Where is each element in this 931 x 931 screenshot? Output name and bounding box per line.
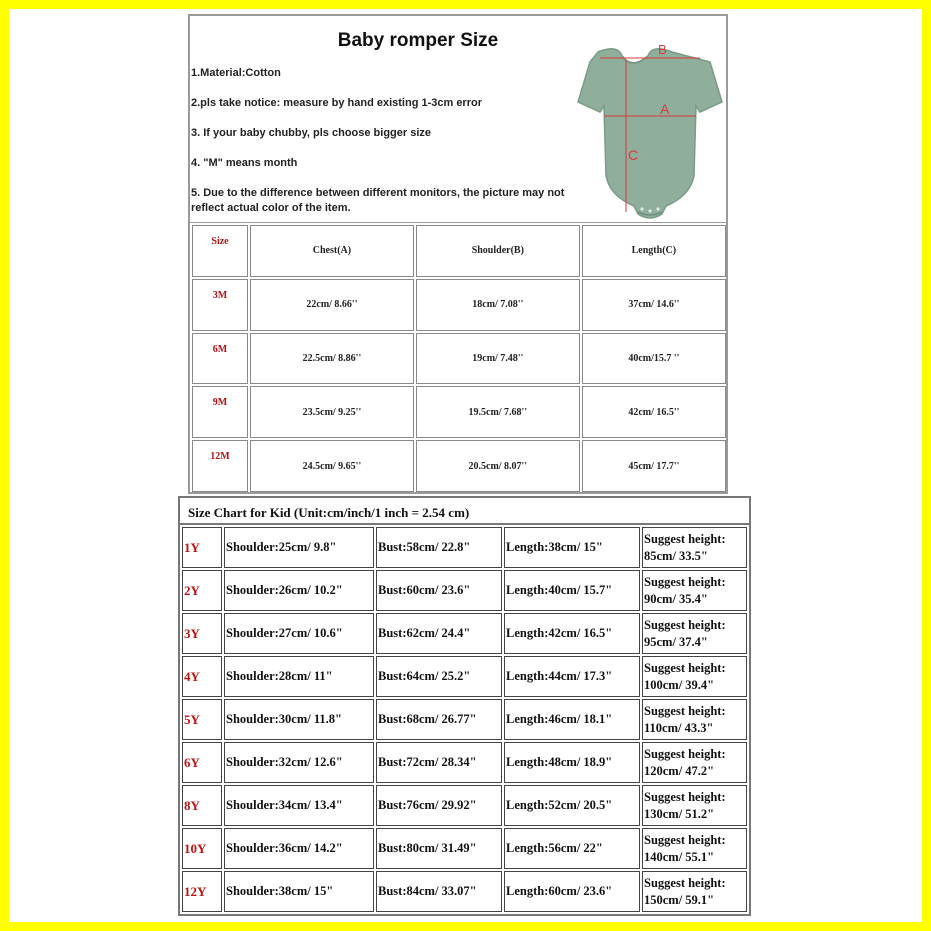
note-monitor-1: 5. Due to the difference between different monitors, the picture may not [191, 187, 565, 199]
baby-chart-title: Baby romper Size [337, 30, 499, 51]
shoulder-cell: Shoulder:38cm/ 15" [224, 871, 374, 912]
height-cell [642, 785, 747, 826]
height-value: 100cm/ 39.4" [644, 677, 715, 692]
shoulder-cell: Shoulder:30cm/ 11.8" [224, 699, 374, 740]
height-value: 95cm/ 37.4" [644, 634, 708, 649]
length-cell: Length:38cm/ 15" [504, 527, 640, 568]
chest-cell: 22cm/ 8.66'' [250, 279, 414, 331]
baby-size-table [190, 222, 728, 494]
table-row [182, 527, 747, 568]
height-cell [642, 570, 747, 611]
measure-b-label: B [658, 42, 667, 57]
measure-c-label: C [628, 147, 639, 163]
size-cell: 6Y [182, 742, 222, 783]
table-row [192, 279, 726, 331]
shoulder-cell: Shoulder:36cm/ 14.2" [224, 828, 374, 869]
table-row [192, 440, 726, 492]
shoulder-cell: Shoulder:32cm/ 12.6" [224, 742, 374, 783]
table-row [192, 333, 726, 385]
height-label: Suggest height: [644, 531, 726, 546]
height-label: Suggest height: [644, 832, 726, 847]
length-cell: 40cm/15.7 '' [582, 333, 726, 385]
height-value: 90cm/ 35.4" [644, 591, 708, 606]
length-cell: 37cm/ 14.6'' [582, 279, 726, 331]
note-material: 1.Material:Cotton [191, 67, 281, 79]
shoulder-cell: 19cm/ 7.48'' [416, 333, 580, 385]
kid-size-table [180, 525, 749, 914]
header-size: Size [192, 225, 248, 277]
bust-cell: Bust:76cm/ 29.92" [376, 785, 502, 826]
note-chubby: 3. If your baby chubby, pls choose bigger size [191, 127, 432, 139]
bust-cell: Bust:72cm/ 28.34" [376, 742, 502, 783]
size-cell: 9M [192, 386, 248, 438]
table-row [182, 656, 747, 697]
table-row [182, 742, 747, 783]
height-value: 120cm/ 47.2" [644, 763, 715, 778]
shoulder-cell: Shoulder:25cm/ 9.8" [224, 527, 374, 568]
table-header-row [192, 225, 726, 277]
table-row [182, 871, 747, 912]
length-cell: Length:56cm/ 22" [504, 828, 640, 869]
size-cell: 4Y [182, 656, 222, 697]
height-cell [642, 828, 747, 869]
size-cell: 1Y [182, 527, 222, 568]
height-label: Suggest height: [644, 660, 726, 675]
shoulder-cell: Shoulder:27cm/ 10.6" [224, 613, 374, 654]
height-cell [642, 656, 747, 697]
bust-cell: Bust:64cm/ 25.2" [376, 656, 502, 697]
table-row [182, 570, 747, 611]
chest-cell: 23.5cm/ 9.25'' [250, 386, 414, 438]
height-cell [642, 871, 747, 912]
size-cell: 3M [192, 279, 248, 331]
height-value: 110cm/ 43.3" [644, 720, 714, 735]
length-cell: Length:60cm/ 23.6" [504, 871, 640, 912]
height-cell [642, 613, 747, 654]
size-cell: 6M [192, 333, 248, 385]
header-shoulder: Shoulder(B) [416, 225, 580, 277]
length-cell: Length:44cm/ 17.3" [504, 656, 640, 697]
romper-shape [578, 49, 722, 218]
shoulder-cell: 18cm/ 7.08'' [416, 279, 580, 331]
table-row [182, 699, 747, 740]
header-length: Length(C) [582, 225, 726, 277]
shoulder-cell: 20.5cm/ 8.07'' [416, 440, 580, 492]
baby-romper-size-chart [188, 14, 728, 494]
size-cell: 5Y [182, 699, 222, 740]
kid-chart-caption: Size Chart for Kid (Unit:cm/inch/1 inch = 2.54 cm) [188, 505, 470, 520]
kid-size-chart [178, 496, 751, 916]
table-row [182, 785, 747, 826]
measure-a-label: A [660, 101, 670, 117]
bust-cell: Bust:80cm/ 31.49" [376, 828, 502, 869]
note-month: 4. "M" means month [191, 157, 298, 169]
romper-diagram [560, 36, 730, 226]
table-row [182, 613, 747, 654]
shoulder-cell: Shoulder:34cm/ 13.4" [224, 785, 374, 826]
note-monitor-2: reflect actual color of the item. [191, 202, 351, 214]
length-cell: Length:42cm/ 16.5" [504, 613, 640, 654]
length-cell: 45cm/ 17.7'' [582, 440, 726, 492]
header-chest: Chest(A) [250, 225, 414, 277]
height-cell [642, 527, 747, 568]
chest-cell: 24.5cm/ 9.65'' [250, 440, 414, 492]
table-row [182, 828, 747, 869]
height-value: 85cm/ 33.5" [644, 548, 708, 563]
size-cell: 12Y [182, 871, 222, 912]
bust-cell: Bust:68cm/ 26.77" [376, 699, 502, 740]
length-cell: Length:40cm/ 15.7" [504, 570, 640, 611]
height-cell [642, 742, 747, 783]
size-cell: 10Y [182, 828, 222, 869]
shoulder-cell: 19.5cm/ 7.68'' [416, 386, 580, 438]
table-row [192, 386, 726, 438]
size-cell: 8Y [182, 785, 222, 826]
length-cell: Length:48cm/ 18.9" [504, 742, 640, 783]
size-cell: 12M [192, 440, 248, 492]
height-label: Suggest height: [644, 789, 726, 804]
chest-cell: 22.5cm/ 8.86'' [250, 333, 414, 385]
height-cell [642, 699, 747, 740]
bust-cell: Bust:60cm/ 23.6" [376, 570, 502, 611]
length-cell: Length:46cm/ 18.1" [504, 699, 640, 740]
height-value: 140cm/ 55.1" [644, 849, 715, 864]
shoulder-cell: Shoulder:28cm/ 11" [224, 656, 374, 697]
size-cell: 3Y [182, 613, 222, 654]
height-label: Suggest height: [644, 875, 726, 890]
bust-cell: Bust:58cm/ 22.8" [376, 527, 502, 568]
size-cell: 2Y [182, 570, 222, 611]
height-label: Suggest height: [644, 574, 726, 589]
height-label: Suggest height: [644, 617, 726, 632]
length-cell: 42cm/ 16.5'' [582, 386, 726, 438]
height-label: Suggest height: [644, 746, 726, 761]
length-cell: Length:52cm/ 20.5" [504, 785, 640, 826]
shoulder-cell: Shoulder:26cm/ 10.2" [224, 570, 374, 611]
note-measure-error: 2.pls take notice: measure by hand existing 1-3cm error [191, 97, 482, 109]
height-value: 150cm/ 59.1" [644, 892, 715, 907]
height-value: 130cm/ 51.2" [644, 806, 715, 821]
bust-cell: Bust:62cm/ 24.4" [376, 613, 502, 654]
bust-cell: Bust:84cm/ 33.07" [376, 871, 502, 912]
height-label: Suggest height: [644, 703, 726, 718]
